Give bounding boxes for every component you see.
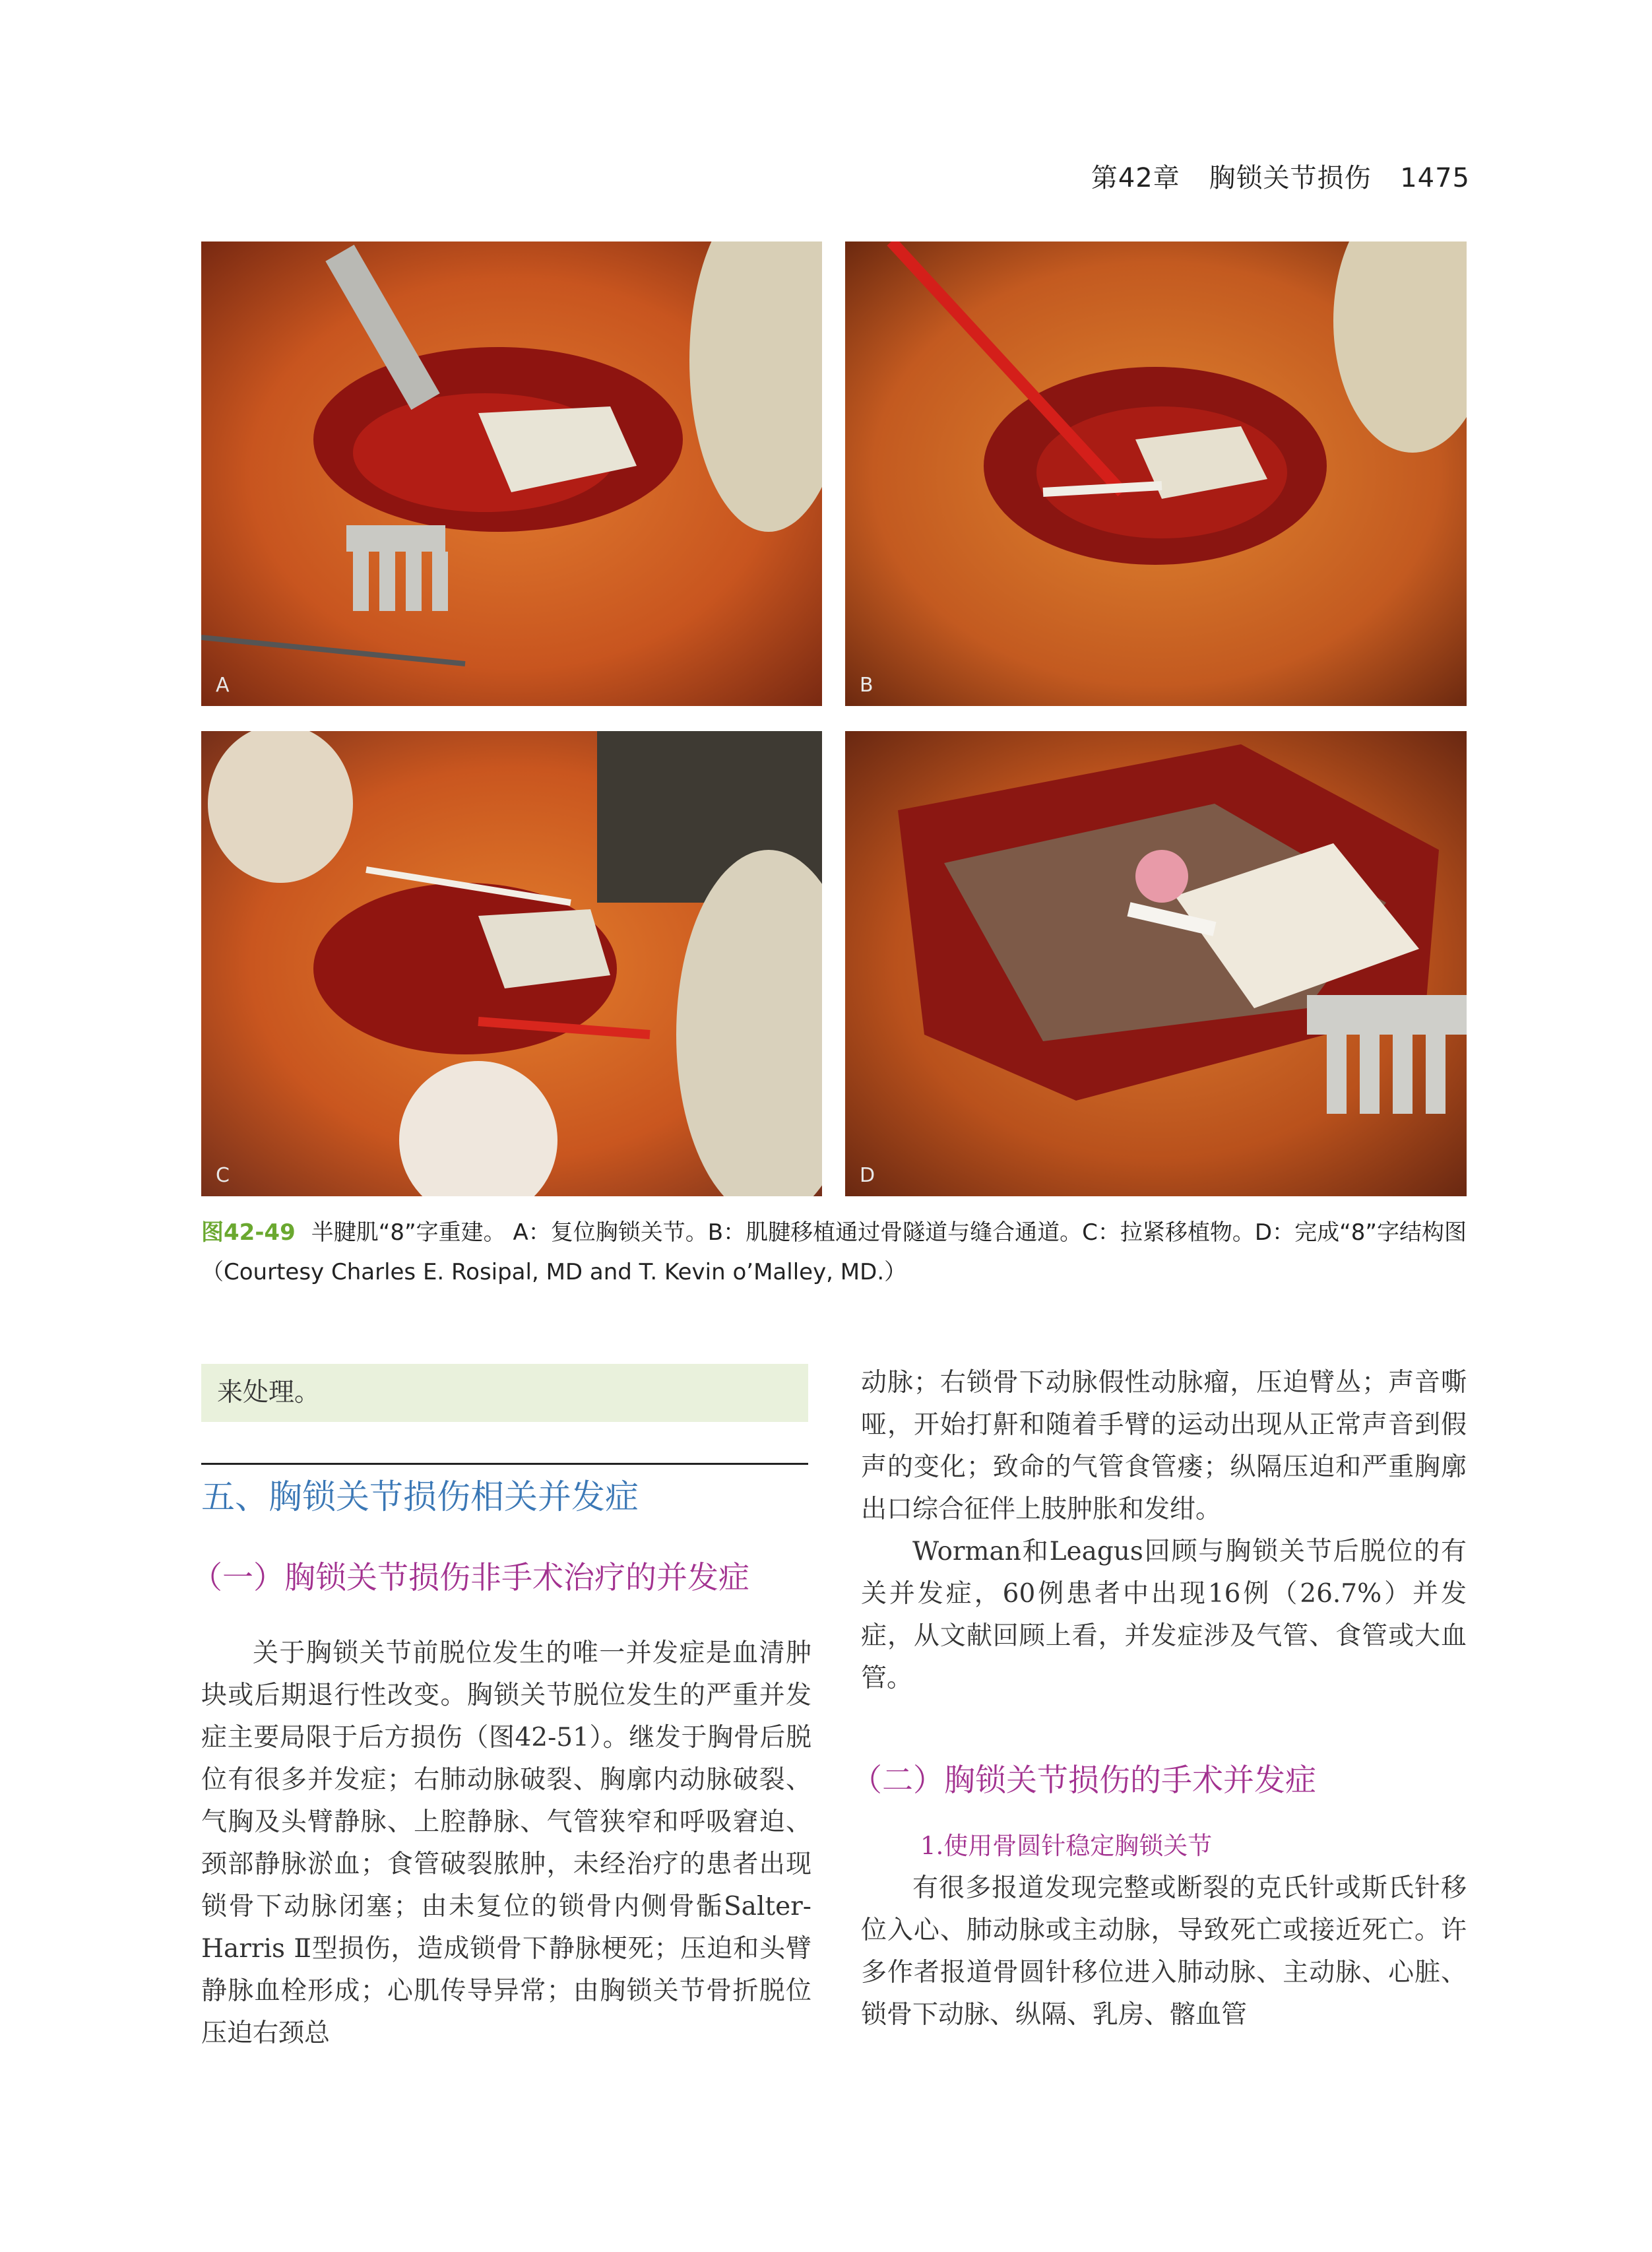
- surgical-photo-c-image: [201, 731, 822, 1196]
- panel-letter-b: B: [860, 674, 874, 697]
- figure-number: 图42-49: [201, 1219, 296, 1246]
- right-paragraph-2: Worman和Leagus回顾与胸锁关节后脱位的有关并发症，60例患者中出现16例（26.7%）并发症，从文献回顾上看，并发症涉及气管、食管或大血管。: [861, 1537, 1467, 1693]
- figure-caption: [201, 1213, 1467, 1292]
- panel-letter-c: C: [216, 1164, 230, 1187]
- figure-photo-c: [201, 731, 822, 1196]
- surgical-photo-a-image: [201, 241, 822, 706]
- figure-photo-d: [845, 731, 1467, 1196]
- right-column-body-top: [861, 1362, 1467, 1700]
- right-paragraph-3: 有很多报道发现完整或断裂的克氏针或斯氏针移位入心、肺动脉或主动脉，导致死亡或接近死亡。许多作者报道骨圆针移位进入肺动脉、主动脉、心脏、锁骨下动脉、纵隔、乳房、髂血管: [861, 1873, 1467, 2030]
- left-column-body: [201, 1632, 811, 2055]
- surgical-photo-b-image: [845, 241, 1467, 706]
- figure-photo-a: [201, 241, 822, 706]
- chapter-number: 第42章: [1091, 163, 1180, 193]
- subheading-surgical: （二）胸锁关节损伤的手术并发症: [851, 1762, 1316, 1799]
- surgical-photo-d-image: [845, 731, 1467, 1196]
- continued-text: 来处理。: [217, 1378, 321, 1407]
- right-column-body-bottom: [861, 1867, 1467, 2036]
- page-number: 1475: [1400, 163, 1470, 193]
- section-rule: [201, 1463, 808, 1465]
- left-paragraph: 关于胸锁关节前脱位发生的唯一并发症是血清肿块或后期退行性改变。胸锁关节脱位发生的严重并发症主要局限于后方损伤（图42-51）。继发于胸骨后脱位有很多并发症；右肺动脉破裂、胸廓内动脉破裂、气胸及头臂静脉、上腔静脉、气管狭窄和呼吸窘迫、颈部静脉淤血；食管破裂脓肿，未经治疗的患者出现锁骨下动脉闭塞；由未复位的锁骨内侧骨骺Salter-Harris Ⅱ型损伤，造成锁骨下静脉梗死；压迫和头臂静脉血栓形成；心肌传导异常；由胸锁关节骨折脱位压迫右颈总: [201, 1638, 811, 2048]
- figure-photo-b: [845, 241, 1467, 706]
- panel-letter-d: D: [860, 1164, 875, 1187]
- continued-text-box: [201, 1364, 808, 1422]
- right-paragraph-1: 动脉；右锁骨下动脉假性动脉瘤，压迫臂丛；声音嘶哑，开始打鼾和随着手臂的运动出现从正常声音到假声的变化；致命的气管食管瘘；纵隔压迫和严重胸廓出口综合征伴上肢肿胀和发绀。: [861, 1368, 1467, 1524]
- chapter-title: 胸锁关节损伤: [1209, 163, 1372, 193]
- subheading-nonsurgical: （一）胸锁关节损伤非手术治疗的并发症: [191, 1560, 749, 1596]
- section-heading: 五、胸锁关节损伤相关并发症: [201, 1478, 639, 1517]
- running-head: [1091, 157, 1470, 195]
- subsubheading-pins: 1.使用骨圆针稳定胸锁关节: [920, 1832, 1213, 1860]
- panel-letter-a: A: [216, 674, 230, 697]
- figure-caption-text: 半腱肌“8”字重建。 A：复位胸锁关节。B：肌腱移植通过骨隧道与缝合通道。C：拉紧移植物。D：完成“8”字结构图（Courtesy Charles E. Rosipal, MD and T. Kevin o’Malley, MD.）: [201, 1219, 1467, 1285]
